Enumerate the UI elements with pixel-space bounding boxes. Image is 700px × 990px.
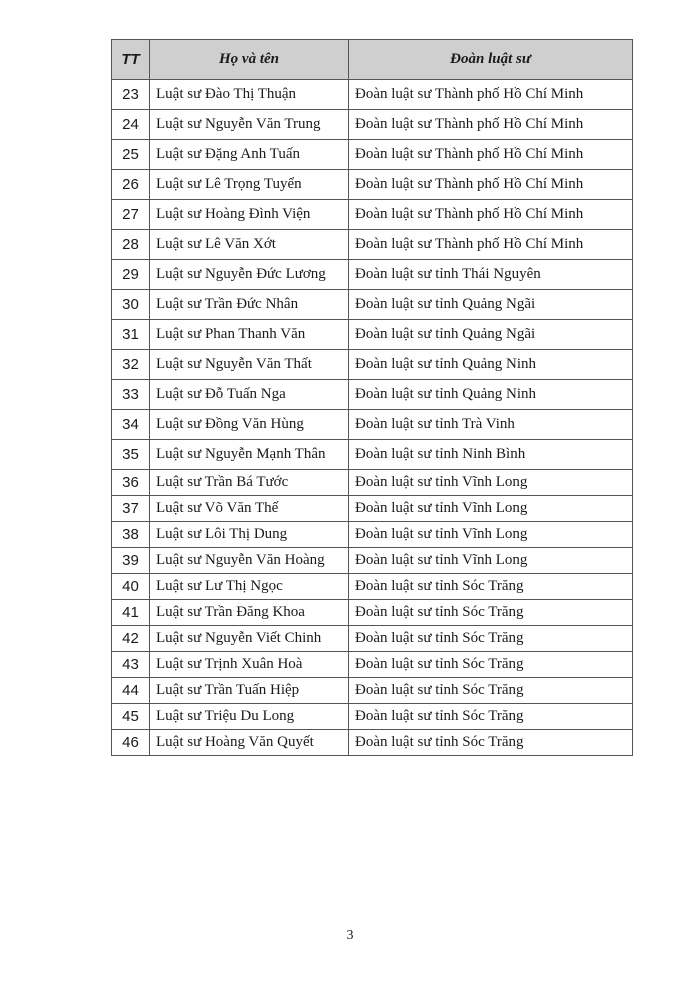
lawyer-name: Luật sư Nguyễn Mạnh Thân (150, 440, 349, 470)
row-number: 28 (112, 230, 150, 260)
lawyer-name: Luật sư Nguyễn Văn Thất (150, 350, 349, 380)
row-number: 45 (112, 704, 150, 730)
table-row (112, 440, 633, 470)
bar-association: Đoàn luật sư tỉnh Vĩnh Long (349, 470, 633, 496)
row-number: 34 (112, 410, 150, 440)
table-row (112, 410, 633, 440)
row-number: 25 (112, 140, 150, 170)
lawyer-name: Luật sư Phan Thanh Văn (150, 320, 349, 350)
row-number: 30 (112, 290, 150, 320)
row-number: 44 (112, 678, 150, 704)
table-row (112, 80, 633, 110)
lawyer-name: Luật sư Trần Bá Tước (150, 470, 349, 496)
bar-association: Đoàn luật sư tỉnh Sóc Trăng (349, 652, 633, 678)
table-row (112, 574, 633, 600)
lawyer-name: Luật sư Đặng Anh Tuấn (150, 140, 349, 170)
bar-association: Đoàn luật sư tỉnh Sóc Trăng (349, 574, 633, 600)
row-number: 29 (112, 260, 150, 290)
row-number: 36 (112, 470, 150, 496)
lawyer-name: Luật sư Đào Thị Thuận (150, 80, 349, 110)
lawyer-name: Luật sư Đồng Văn Hùng (150, 410, 349, 440)
lawyer-name: Luật sư Lê Văn Xớt (150, 230, 349, 260)
table-row (112, 200, 633, 230)
row-number: 33 (112, 380, 150, 410)
table-body (112, 80, 633, 756)
table-row (112, 290, 633, 320)
lawyer-name: Luật sư Trần Đăng Khoa (150, 600, 349, 626)
table-row (112, 110, 633, 140)
header-tt: TT (112, 40, 150, 80)
lawyer-name: Luật sư Trần Đức Nhân (150, 290, 349, 320)
bar-association: Đoàn luật sư tỉnh Vĩnh Long (349, 496, 633, 522)
row-number: 41 (112, 600, 150, 626)
table-row (112, 652, 633, 678)
bar-association: Đoàn luật sư tỉnh Ninh Bình (349, 440, 633, 470)
lawyer-name: Luật sư Nguyễn Văn Trung (150, 110, 349, 140)
bar-association: Đoàn luật sư tỉnh Trà Vinh (349, 410, 633, 440)
row-number: 40 (112, 574, 150, 600)
lawyer-name: Luật sư Võ Văn Thế (150, 496, 349, 522)
lawyer-name: Luật sư Lôi Thị Dung (150, 522, 349, 548)
lawyer-name: Luật sư Nguyễn Đức Lương (150, 260, 349, 290)
row-number: 32 (112, 350, 150, 380)
table-row (112, 470, 633, 496)
lawyer-name: Luật sư Lư Thị Ngọc (150, 574, 349, 600)
bar-association: Đoàn luật sư tỉnh Quảng Ninh (349, 380, 633, 410)
bar-association: Đoàn luật sư tỉnh Quảng Ninh (349, 350, 633, 380)
table-row (112, 704, 633, 730)
bar-association: Đoàn luật sư tỉnh Sóc Trăng (349, 626, 633, 652)
row-number: 37 (112, 496, 150, 522)
table-row (112, 380, 633, 410)
row-number: 39 (112, 548, 150, 574)
bar-association: Đoàn luật sư Thành phố Hồ Chí Minh (349, 140, 633, 170)
table-row (112, 350, 633, 380)
table-row (112, 730, 633, 756)
lawyer-name: Luật sư Hoàng Văn Quyết (150, 730, 349, 756)
row-number: 42 (112, 626, 150, 652)
bar-association: Đoàn luật sư Thành phố Hồ Chí Minh (349, 230, 633, 260)
bar-association: Đoàn luật sư tỉnh Sóc Trăng (349, 678, 633, 704)
lawyer-name: Luật sư Hoàng Đình Viện (150, 200, 349, 230)
table-row (112, 626, 633, 652)
row-number: 46 (112, 730, 150, 756)
table-row (112, 678, 633, 704)
table-row (112, 496, 633, 522)
bar-association: Đoàn luật sư tỉnh Sóc Trăng (349, 600, 633, 626)
lawyer-roster-table (111, 39, 633, 756)
bar-association: Đoàn luật sư tỉnh Vĩnh Long (349, 522, 633, 548)
table-row (112, 230, 633, 260)
page-number: 3 (346, 928, 354, 943)
row-number: 26 (112, 170, 150, 200)
bar-association: Đoàn luật sư tỉnh Quảng Ngãi (349, 290, 633, 320)
lawyer-name: Luật sư Lê Trọng Tuyển (150, 170, 349, 200)
lawyer-name: Luật sư Nguyễn Viết Chinh (150, 626, 349, 652)
table-row (112, 260, 633, 290)
header-row (112, 40, 633, 80)
row-number: 35 (112, 440, 150, 470)
bar-association: Đoàn luật sư Thành phố Hồ Chí Minh (349, 80, 633, 110)
row-number: 27 (112, 200, 150, 230)
row-number: 23 (112, 80, 150, 110)
table-row (112, 522, 633, 548)
bar-association: Đoàn luật sư tỉnh Quảng Ngãi (349, 320, 633, 350)
bar-association: Đoàn luật sư tỉnh Sóc Trăng (349, 730, 633, 756)
bar-association: Đoàn luật sư Thành phố Hồ Chí Minh (349, 170, 633, 200)
header-name: Họ và tên (150, 40, 349, 80)
row-number: 24 (112, 110, 150, 140)
lawyer-name: Luật sư Trịnh Xuân Hoà (150, 652, 349, 678)
header-org: Đoàn luật sư (349, 40, 633, 80)
lawyer-name: Luật sư Trần Tuấn Hiệp (150, 678, 349, 704)
lawyer-name: Luật sư Nguyễn Văn Hoàng (150, 548, 349, 574)
table-row (112, 600, 633, 626)
row-number: 38 (112, 522, 150, 548)
bar-association: Đoàn luật sư Thành phố Hồ Chí Minh (349, 200, 633, 230)
table-row (112, 170, 633, 200)
table-row (112, 320, 633, 350)
table-row (112, 140, 633, 170)
lawyer-name: Luật sư Đỗ Tuấn Nga (150, 380, 349, 410)
table-row (112, 548, 633, 574)
row-number: 43 (112, 652, 150, 678)
bar-association: Đoàn luật sư tỉnh Thái Nguyên (349, 260, 633, 290)
row-number: 31 (112, 320, 150, 350)
bar-association: Đoàn luật sư tỉnh Vĩnh Long (349, 548, 633, 574)
table-header (112, 40, 633, 80)
lawyer-name: Luật sư Triệu Du Long (150, 704, 349, 730)
bar-association: Đoàn luật sư Thành phố Hồ Chí Minh (349, 110, 633, 140)
bar-association: Đoàn luật sư tỉnh Sóc Trăng (349, 704, 633, 730)
